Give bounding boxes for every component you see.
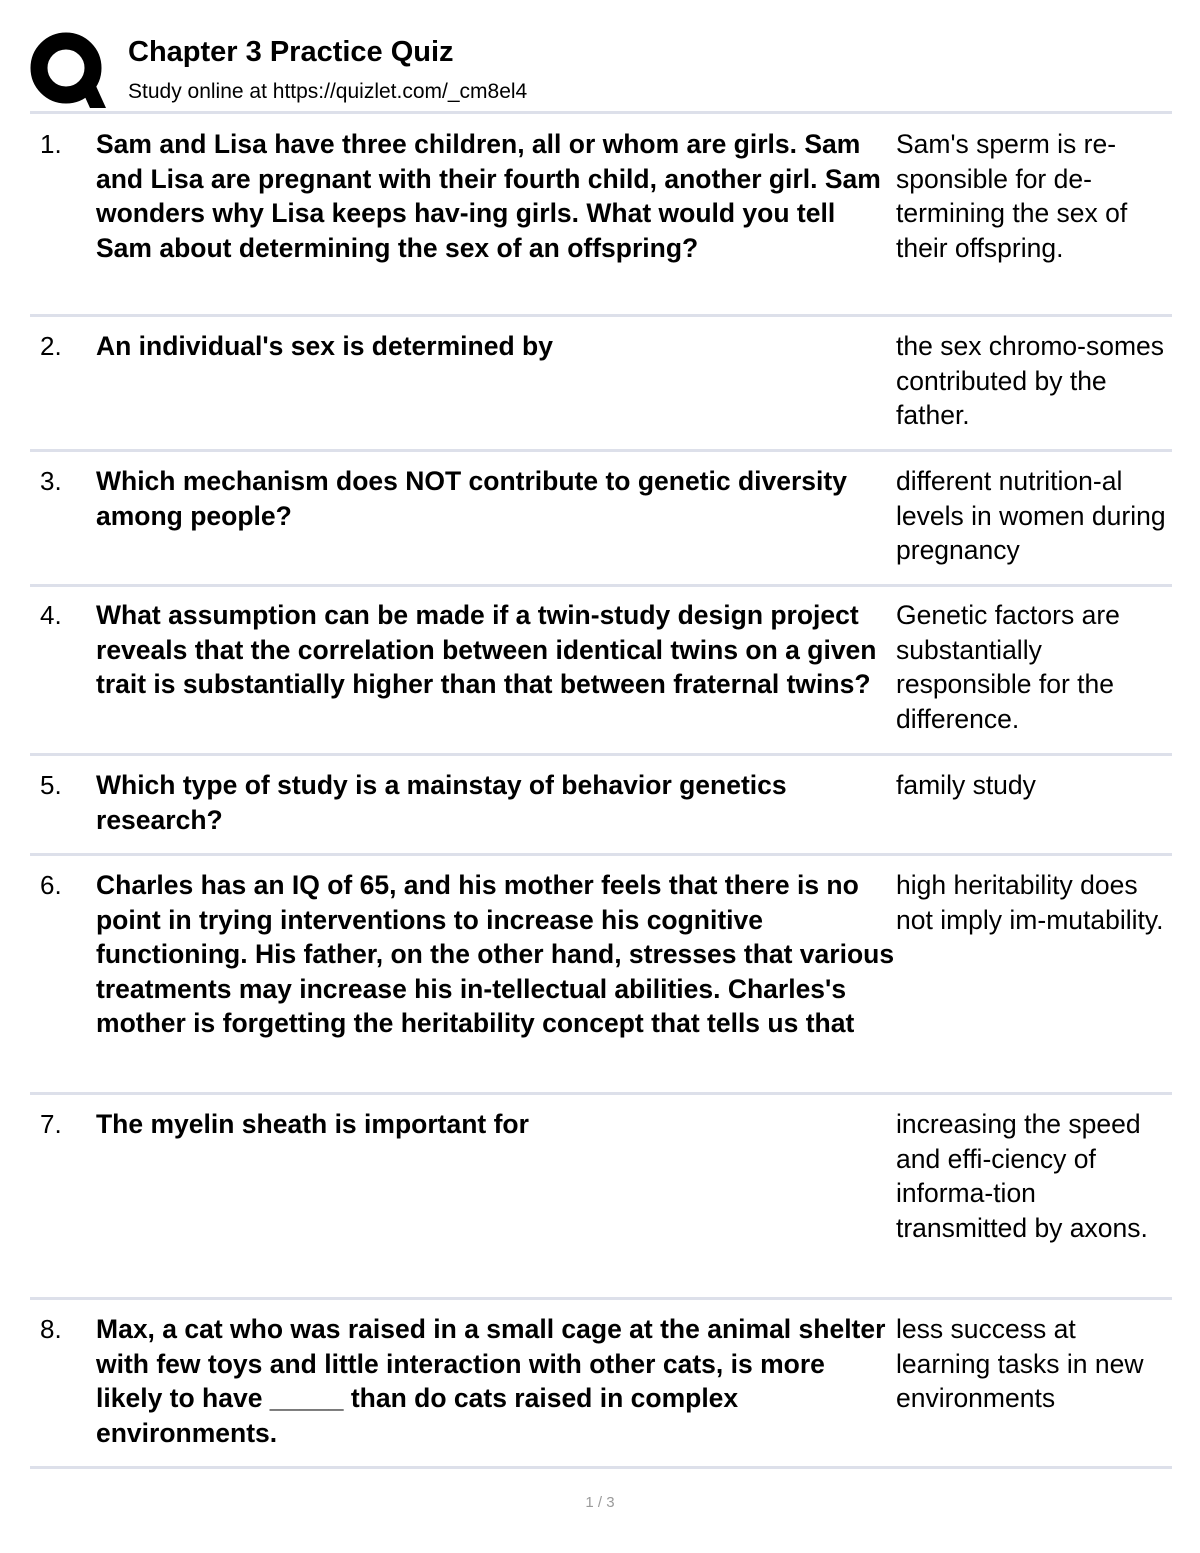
item-answer: Genetic factors are substantially responsible for the difference. bbox=[896, 600, 1120, 734]
item-question: Charles has an IQ of 65, and his mother feels that there is no point in trying interventions to increase his cognitive functioning. His father, on the other hand, stresses that various treatments may increase his in-tellectual abilities. Charles's mother is forgetting the heritability concept that tells us that bbox=[96, 870, 895, 1038]
divider bbox=[30, 1466, 1172, 1469]
item-number: 7. bbox=[40, 1109, 62, 1139]
item-question: The myelin sheath is important for bbox=[96, 1109, 529, 1139]
item-question: Max, a cat who was raised in a small cage at the animal shelter with few toys and little interaction with other cats, is more likely to have _____ than do cats raised in complex environments. bbox=[96, 1314, 886, 1448]
item-number: 2. bbox=[40, 331, 62, 361]
item-number: 5. bbox=[40, 770, 62, 800]
item-question: What assumption can be made if a twin-study design project reveals that the correlation between identical twins on a given trait is substantially higher than that between fraternal twins? bbox=[96, 600, 877, 699]
page-subtitle: Study online at https://quizlet.com/_cm8el4 bbox=[128, 80, 528, 103]
divider bbox=[30, 853, 1172, 856]
item-number: 3. bbox=[40, 466, 62, 496]
item-number: 8. bbox=[40, 1314, 62, 1344]
divider bbox=[30, 753, 1172, 756]
item-answer: Sam's sperm is re-sponsible for de-termining the sex of their offspring. bbox=[896, 129, 1128, 263]
quizlet-logo-icon bbox=[30, 32, 106, 108]
item-answer: different nutrition-al levels in women during pregnancy bbox=[896, 466, 1166, 565]
page-number: 1 / 3 bbox=[585, 1494, 615, 1511]
item-answer: high heritability does not imply im-mutability. bbox=[896, 870, 1164, 935]
item-number: 4. bbox=[40, 600, 62, 630]
item-question: Sam and Lisa have three children, all or whom are girls. Sam and Lisa are pregnant with their fourth child, another girl. Sam wonders why Lisa keeps hav-ing girls. What would you tell Sam about determining the sex of an offspring? bbox=[96, 129, 881, 263]
divider bbox=[30, 314, 1172, 317]
item-answer: the sex chromo-somes contributed by the father. bbox=[896, 331, 1165, 430]
item-question: Which mechanism does NOT contribute to genetic diversity among people? bbox=[96, 466, 847, 531]
page-title: Chapter 3 Practice Quiz bbox=[128, 36, 454, 68]
item-answer: increasing the speed and effi-ciency of informa-tion transmitted by axons. bbox=[896, 1109, 1148, 1243]
divider bbox=[30, 584, 1172, 587]
item-number: 1. bbox=[40, 129, 62, 159]
page-header bbox=[30, 28, 1172, 110]
item-number: 6. bbox=[40, 870, 62, 900]
item-answer: less success at learning tasks in new environments bbox=[896, 1314, 1144, 1413]
divider bbox=[30, 111, 1172, 114]
divider bbox=[30, 449, 1172, 452]
item-question: Which type of study is a mainstay of behavior genetics research? bbox=[96, 770, 787, 835]
item-question: An individual's sex is determined by bbox=[96, 331, 553, 361]
divider bbox=[30, 1092, 1172, 1095]
item-answer: family study bbox=[896, 770, 1036, 800]
divider bbox=[30, 1297, 1172, 1300]
